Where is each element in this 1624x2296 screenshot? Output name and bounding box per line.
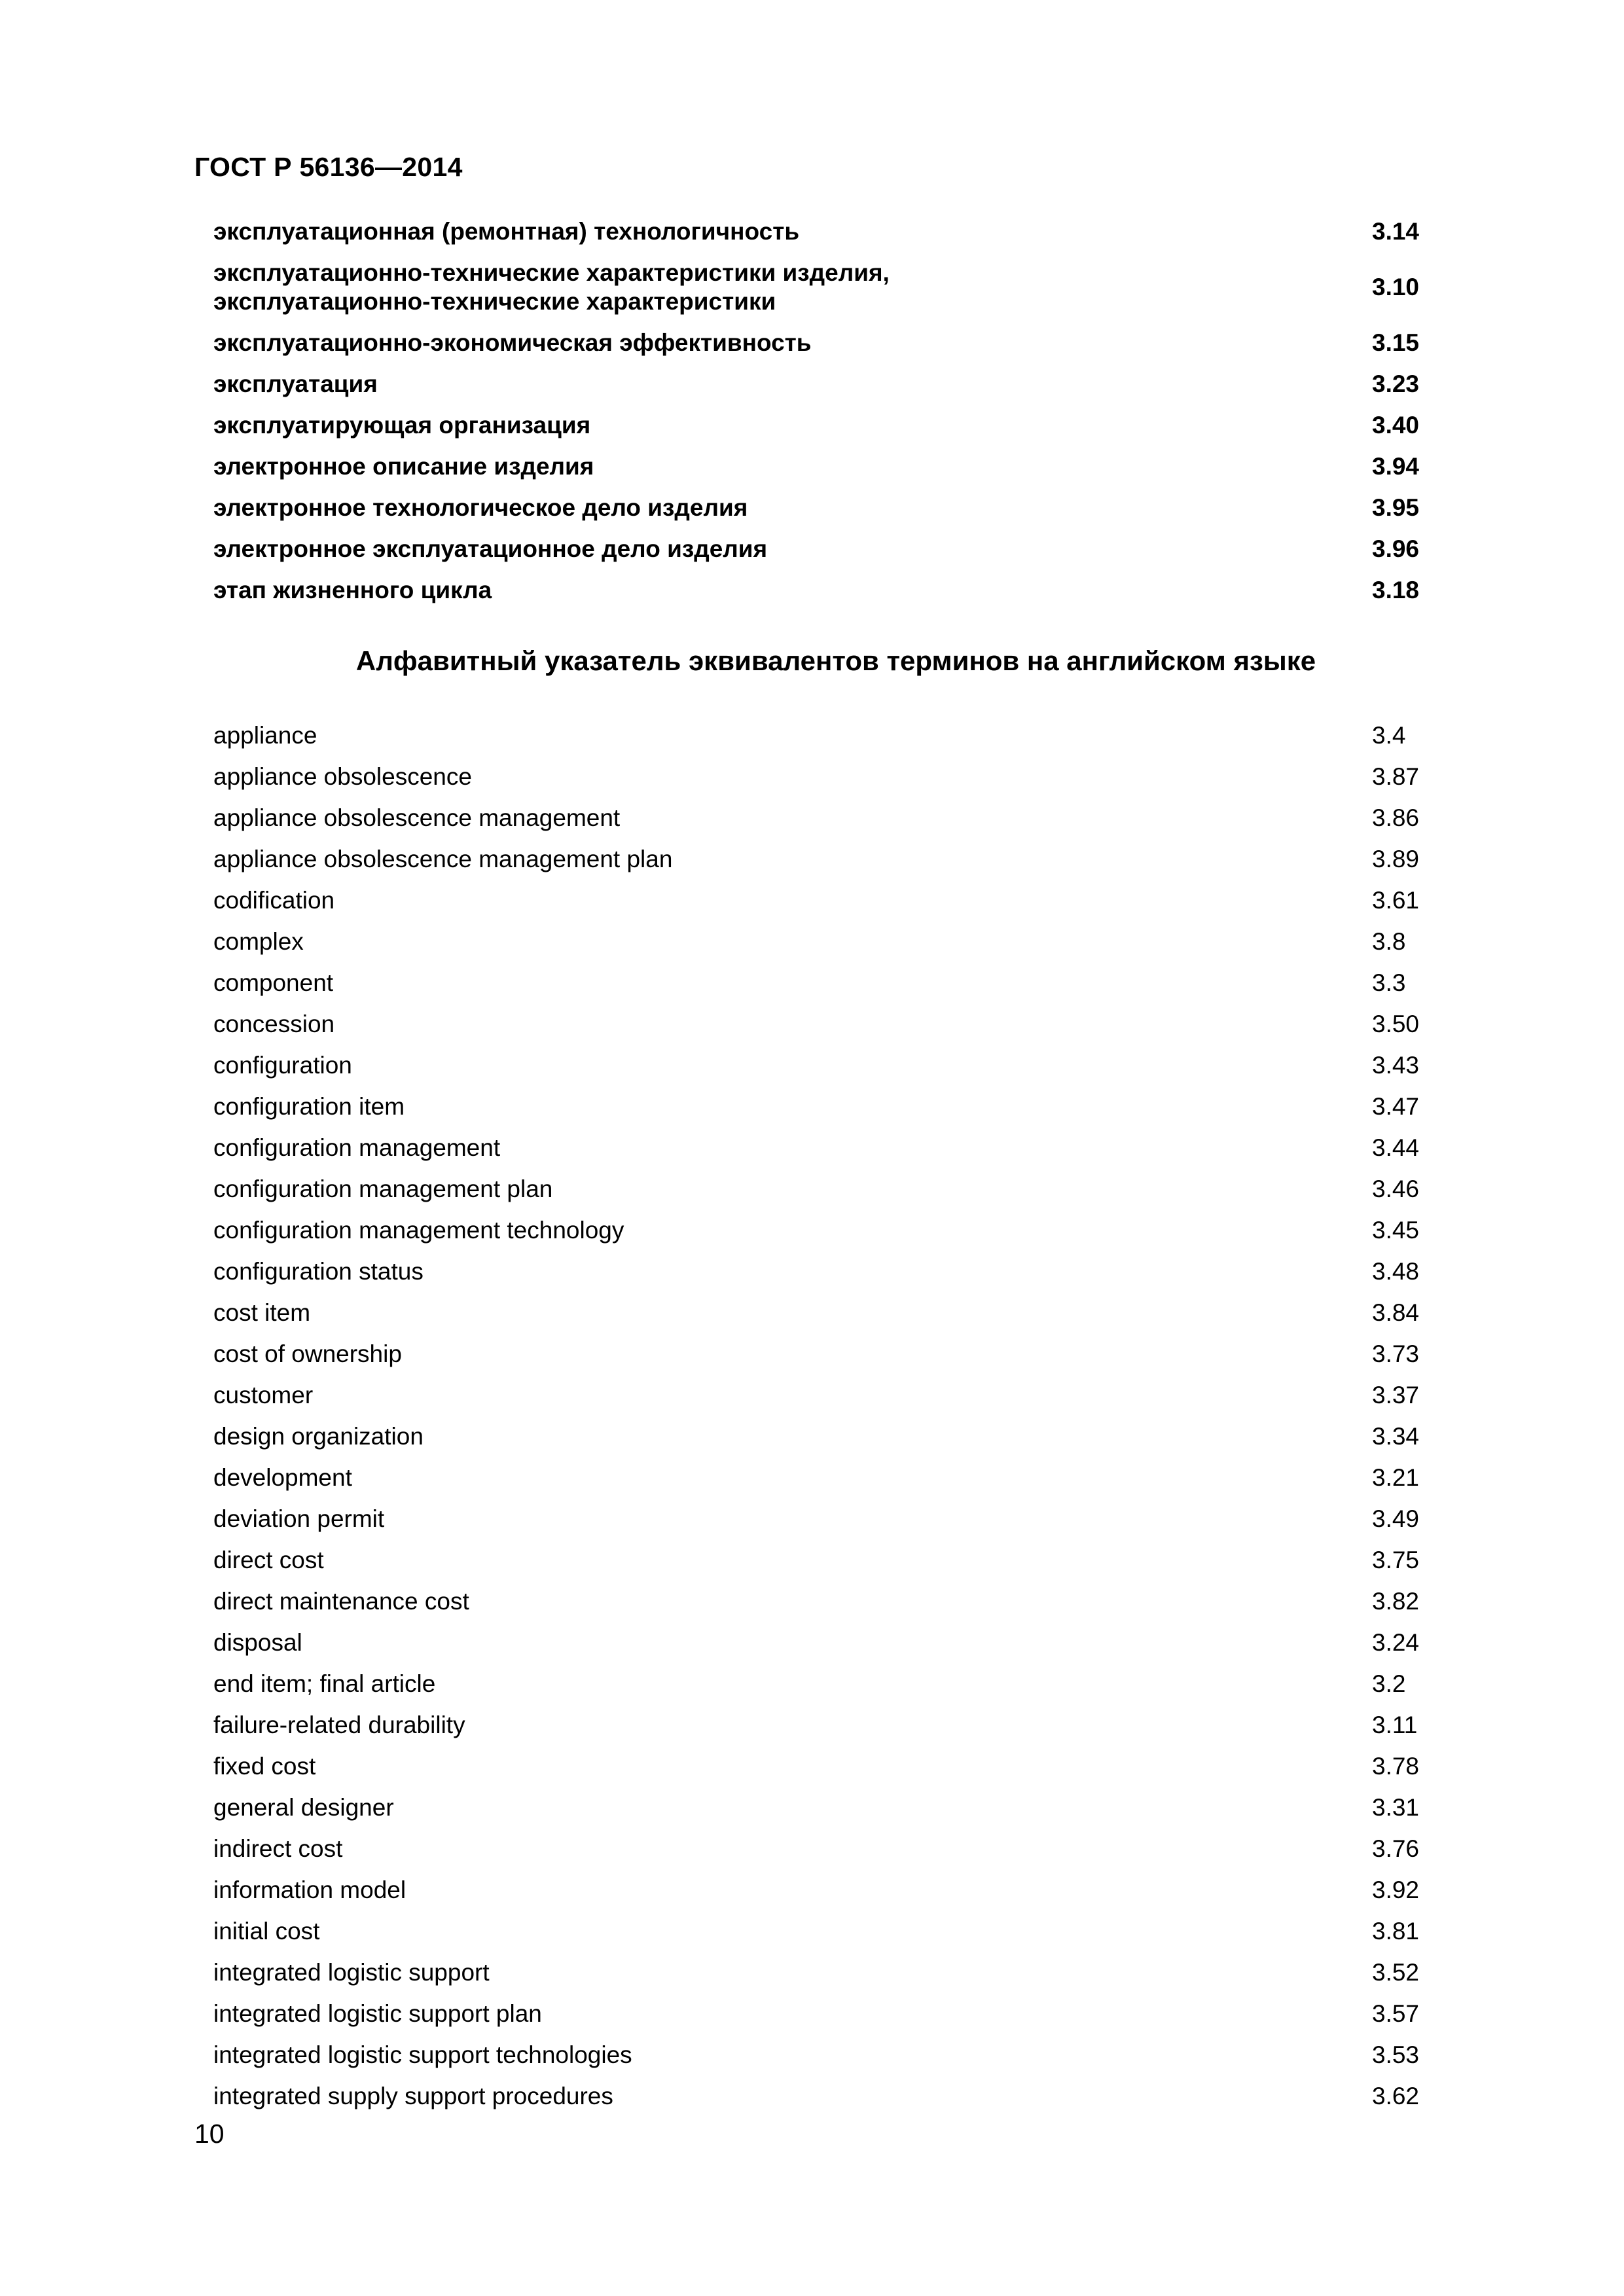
index-row [213,1952,1437,1993]
index-ref: 3.46 [1372,1175,1420,1202]
index-ref: 3.34 [1372,1423,1420,1450]
index-term: configuration management plan [213,1175,553,1202]
index-term: appliance obsolescence management [213,804,621,831]
document-standard-id: ГОСТ Р 56136—2014 [194,152,463,182]
index-ref: 3.11 [1372,1712,1418,1738]
index-term: codification [213,887,335,914]
index-term: configuration [213,1052,352,1079]
index-term: integrated logistic support plan [213,2000,542,2027]
russian-term-index [213,217,1437,617]
index-ref: 3.78 [1372,1753,1420,1780]
index-ref: 3.14 [1372,218,1420,245]
index-ref: 3.62 [1372,2083,1420,2109]
index-term: customer [213,1382,314,1408]
index-term: appliance obsolescence [213,763,472,790]
index-term: disposal [213,1629,302,1656]
index-term: configuration management [213,1134,501,1161]
index-term: fixed cost [213,1753,316,1780]
index-row [213,217,1437,246]
index-row [213,1416,1437,1457]
index-ref: 3.43 [1372,1052,1420,1079]
index-row [213,1292,1437,1333]
index-ref: 3.15 [1372,329,1420,356]
index-row [213,1993,1437,2034]
index-term: component [213,969,334,996]
index-row [213,452,1437,481]
index-row [213,370,1437,399]
index-row [213,1251,1437,1292]
index-row [213,1581,1437,1622]
index-ref: 3.52 [1372,1959,1420,1986]
index-term: end item; final article [213,1670,436,1697]
index-term: concession [213,1011,335,1037]
index-ref: 3.94 [1372,453,1420,480]
index-term: эксплуатирующая организация [213,412,591,439]
index-ref: 3.96 [1372,535,1420,562]
index-term: эксплуатационно-экономическая эффективность [213,329,812,356]
index-row [213,1787,1437,1828]
index-row [213,1127,1437,1168]
index-term: cost item [213,1299,311,1326]
index-ref: 3.92 [1372,1876,1420,1903]
index-ref: 3.47 [1372,1093,1420,1120]
index-ref: 3.21 [1372,1464,1420,1491]
index-row [213,962,1437,1003]
index-row [213,1622,1437,1663]
index-term: design organization [213,1423,424,1450]
index-ref: 3.82 [1372,1588,1420,1615]
index-term: development [213,1464,352,1491]
index-row [213,1045,1437,1086]
index-ref: 3.95 [1372,494,1420,521]
index-term: failure-related durability [213,1712,465,1738]
section-title: Алфавитный указатель эквивалентов терминов на английском языке [355,645,1316,676]
index-ref: 3.84 [1372,1299,1420,1326]
index-term: general designer [213,1794,394,1821]
index-row [213,921,1437,962]
index-row [213,1869,1437,1910]
index-term: этап жизненного цикла [213,577,492,603]
index-ref: 3.4 [1372,722,1406,749]
index-ref: 3.44 [1372,1134,1420,1161]
index-row [213,756,1437,797]
index-ref: 3.3 [1372,969,1406,996]
index-term: электронное описание изделия [213,453,594,480]
index-ref: 3.86 [1372,804,1420,831]
index-row [213,1704,1437,1746]
index-ref: 3.53 [1372,2041,1420,2068]
index-row [213,880,1437,921]
index-term: эксплуатация [213,370,378,397]
index-term: cost of ownership [213,1340,402,1367]
index-row [213,797,1437,838]
index-ref: 3.89 [1372,846,1420,872]
index-term: integrated logistic support technologies [213,2041,632,2068]
index-ref: 3.49 [1372,1505,1420,1532]
index-term: электронное технологическое дело изделия [213,494,748,521]
index-term: initial cost [213,1918,320,1945]
index-row [213,715,1437,756]
index-row [213,1910,1437,1952]
index-row [213,838,1437,880]
index-ref: 3.73 [1372,1340,1420,1367]
index-ref: 3.45 [1372,1217,1420,1244]
index-term: integrated logistic support [213,1959,490,1986]
index-row [213,1374,1437,1416]
index-term: integrated supply support procedures [213,2083,613,2109]
index-term: information model [213,1876,406,1903]
index-term: complex [213,928,304,955]
index-row [213,1457,1437,1498]
index-row [213,1168,1437,1210]
index-term: appliance [213,722,317,749]
index-term: appliance obsolescence management plan [213,846,673,872]
index-row [213,1746,1437,1787]
index-row [213,329,1437,357]
index-ref: 3.18 [1372,577,1420,603]
index-row [213,2075,1437,2117]
index-ref: 3.81 [1372,1918,1420,1945]
index-ref: 3.8 [1372,928,1406,955]
index-ref: 3.61 [1372,887,1420,914]
index-term: эксплуатационная (ремонтная) технологичность [213,218,800,245]
index-ref: 3.31 [1372,1794,1420,1821]
index-row [213,1086,1437,1127]
index-term: configuration item [213,1093,405,1120]
index-row [213,1498,1437,1539]
index-term: direct maintenance cost [213,1588,469,1615]
index-row [213,1539,1437,1581]
index-ref: 3.75 [1372,1547,1420,1573]
index-ref: 3.76 [1372,1835,1420,1862]
index-row [213,1003,1437,1045]
index-row [213,576,1437,605]
index-term: configuration status [213,1258,424,1285]
index-ref: 3.50 [1372,1011,1420,1037]
index-ref: 3.87 [1372,763,1420,790]
index-row [213,493,1437,522]
index-row [213,411,1437,440]
page-number: 10 [194,2119,225,2149]
index-term: deviation permit [213,1505,385,1532]
index-ref: 3.57 [1372,2000,1420,2027]
index-row [213,1333,1437,1374]
index-term: indirect cost [213,1835,343,1862]
index-term: электронное эксплуатационное дело изделия [213,535,768,562]
index-ref: 3.24 [1372,1629,1420,1656]
index-row [213,259,1437,316]
index-ref: 3.2 [1372,1670,1406,1697]
index-term: configuration management technology [213,1217,624,1244]
index-ref: 3.23 [1372,370,1420,397]
index-row [213,1210,1437,1251]
index-row [213,2034,1437,2075]
index-row [213,1828,1437,1869]
english-term-index [213,715,1437,2117]
index-term: эксплуатационно-технические характеристики изделия, эксплуатационно-технические характеристики [213,259,890,315]
index-ref: 3.10 [1372,274,1420,300]
index-row [213,535,1437,564]
index-row [213,1663,1437,1704]
index-ref: 3.37 [1372,1382,1420,1408]
index-ref: 3.40 [1372,412,1420,439]
index-term: direct cost [213,1547,324,1573]
index-ref: 3.48 [1372,1258,1420,1285]
